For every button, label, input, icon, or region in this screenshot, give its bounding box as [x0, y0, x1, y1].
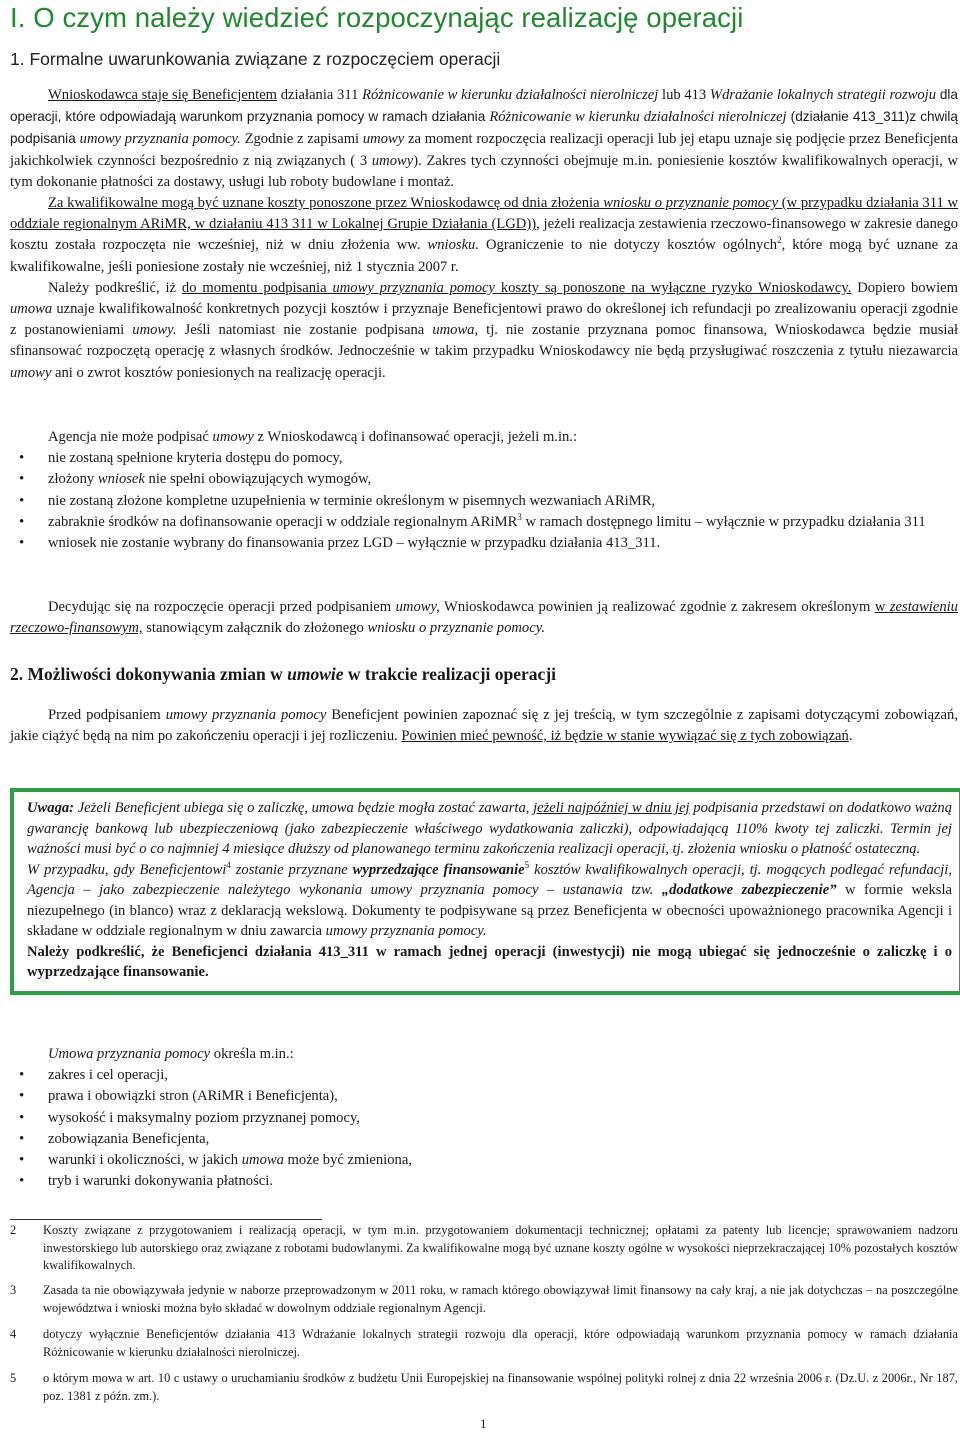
text-run: umowy przyznania pomocy [332, 279, 495, 296]
text-run: . [848, 728, 853, 745]
list-item [10, 448, 958, 469]
text-run: stanowiącym załącznik do złożonego [142, 620, 368, 637]
text-run: ani o zwrot kosztów poniesionych na realizację operacji. [51, 364, 386, 381]
footnote-number: 3 [10, 1283, 17, 1297]
list-item [10, 1108, 958, 1129]
warning-podkreslenie [27, 942, 952, 983]
text-run: w [874, 599, 890, 615]
text-run: Zgodnie z zapisami [240, 131, 363, 148]
text-run: złożony [48, 471, 98, 488]
text-run: , tj. nie zostanie przyznana pomoc finansowa, Wnioskodawca będzie musiał sfinansować rozpoczętą operację z własnych środków. Jednocześnie w takim przypadku Wnioskodawcy nie będą przysługiwać roszczenia z tytułu niezawarcia [10, 322, 958, 360]
section-2-heading [10, 664, 556, 685]
text-run: zobowiązania Beneficjenta, [48, 1130, 210, 1147]
list-item [10, 1086, 958, 1107]
text-run: Uwaga: [27, 800, 75, 816]
text-run: określa m.in.: [210, 1046, 294, 1062]
warning-zaliczka [27, 798, 952, 860]
paragraph-przed-podpisaniem [10, 705, 958, 747]
list-item [10, 512, 958, 533]
paragraph-decydujac [10, 597, 958, 639]
text-run: podpisania przedstawi on dodatkowo ważną gwarancję bankową lub ubezpieczeniową (jako zabezpieczenie właściwego wydatkowania zaliczki), odpowiadającą 110% kwoty tej zaliczki. Termin jej ważności musi być o co najmniej 4 miesiące dłuższy od planowanego terminu zakończenia realizacji operacji, tj. złożenia wniosku o płatność ostateczną. [27, 800, 953, 857]
footnote-number: 5 [10, 1371, 17, 1385]
text-run: Powinien mieć pewność, iż będzie w stanie wywiązać się z tych zobowiązań [401, 728, 849, 745]
text-run: umowy [362, 131, 405, 148]
text-run: Wnioskodawca powinien ją realizować zgodnie z zakresem określonym [439, 599, 875, 615]
text-run: umowy [212, 429, 254, 445]
footnote-number: 2 [10, 1223, 17, 1237]
text-run: umowy przyznania pomocy. [325, 923, 487, 939]
text-run: Wdrażanie lokalnych strategii rozwoju [709, 87, 937, 103]
text-run: zakres i cel operacji, [48, 1067, 168, 1084]
text-run: wniosku. [427, 237, 479, 254]
text-run: wysokość i maksymalny poziom przyznanej pomocy, [48, 1109, 360, 1126]
text-run: w trakcie realizacji operacji [343, 664, 557, 684]
footnote-text: o którym mowa w art. 10 c ustawy o uruchamianiu środków z budżetu Unii Europejskiej na finansowanie wspólnej polityki rolnej z dnia 22 września 2006 r. (Dz.U. z 2006r., Nr 187, poz. 1381 z późn. zm.). [43, 1371, 958, 1403]
text-run: prawa i obowiązki stron (ARiMR i Beneficjenta), [48, 1088, 338, 1105]
text-run: warunki i okoliczności, w jakich [48, 1152, 242, 1169]
text-run: uznaje kwalifikowalność konkretnych pozycji kosztów i przyznaje Beneficjentowi prawo do określonej ich refundacji po zrealizowaniu operacji zgodnie z postanowieniami [10, 301, 958, 339]
text-run: (działanie 413_311)z chwilą podpisania [10, 109, 958, 147]
page-number: 1 [480, 1416, 487, 1431]
text-run: Beneficjent powinien zapoznać się z jej treścią, w tym szczególnie z zapisami dotyczącymi zobowiązań, jakie ciążyć będą na nim po zakończeniu operacji i jej rozliczeniu. [10, 707, 958, 745]
paragraph-ryzyko [10, 278, 958, 384]
paragraph-koszty-kwalifikowalne [10, 193, 958, 278]
text-run: Decydując się na rozpoczęcie operacji przed podpisaniem [48, 599, 396, 615]
text-run: wniosek [97, 471, 145, 488]
text-run: kosztów kwalifikowalnych operacji, tj. mogących podlegać refundacji, Agencja – jako zabezpieczenie należytego wykonania umowy przyznania pomocy – ustanawia tzw. [27, 861, 952, 898]
footnote-divider [10, 1219, 322, 1220]
text-run: umowie [287, 664, 344, 684]
text-run: Należy podkreślić, iż [48, 279, 182, 296]
text-run: (w przypadku działania 311 w oddziale regionalnym ARiMR, w działaniu 413 311 w Lokalnej Grupie Działania (LGD)) [10, 195, 959, 233]
list-item [10, 1065, 958, 1086]
conditions-list [10, 448, 958, 554]
agencja-block [10, 427, 958, 554]
text-run: „dodatkowe zabezpieczenie” [661, 882, 837, 898]
text-run: Jeżeli Beneficjent ubiega się o zaliczkę, umowa będzie mogła zostać zawarta, [74, 800, 534, 816]
text-run: umowy [10, 364, 52, 381]
list-item [10, 1129, 958, 1150]
text-run: umowy [371, 152, 414, 169]
text-run: koszty są ponoszone na wyłączne ryzyko Wnioskodawcy. [495, 279, 852, 296]
text-run: umowy, [395, 599, 440, 615]
list-item [10, 491, 958, 512]
footnote-text: dotyczy wyłącznie Beneficjentów działania 413 Wdrażanie lokalnych strategii rozwoju dla operacji, które odpowiadają warunkom przyznania pomocy w ramach działaniа Różnicowanie w kierunku działalności nierolniczej. [43, 1327, 958, 1359]
warning-box [10, 788, 960, 995]
text-run: , jeżeli realizacja zestawienia rzeczowo-finansowego w zakresie danego kosztu została rozpoczęta nie wcześniej, niż w dniu złożenia ww. [10, 216, 958, 254]
text-run: wniosku o przyznanie pomocy [603, 195, 779, 212]
list-item [10, 469, 958, 490]
text-run: lub 413 [658, 87, 710, 103]
text-run: 2 [777, 235, 782, 246]
page-title: I. O czym należy wiedzieć rozpoczynając realizację operacji [10, 2, 744, 33]
text-run: Agencja nie może podpisać [48, 429, 213, 445]
footnote-text: Zasada ta nie obowiązywała jedynie w naborze przeprowadzonym w 2011 roku, w ramach którego obowiązywał limit finansowy na cały kraj, a nie jak dotychczas – na poszczególne województwa i wnioski można było składać w dowolnym oddziale regionalnym Agencji. [43, 1283, 958, 1315]
text-run: Różnicowanie w kierunku działalności nierolniczej [362, 87, 659, 103]
paragraph-umowa-okresla [10, 1044, 958, 1065]
text-run: umowy przyznania pomocy [165, 707, 327, 723]
umowa-list [10, 1065, 958, 1192]
text-run: wyprzedzające finansowanie [352, 861, 525, 878]
text-run: ). Zakres tych czynności obejmuje m.in. poniesienie kosztów kwalifikowalnych operacji, w tym dokonanie płatności za dostawy, usługi lub roboty budowlane i montaż. [10, 152, 959, 190]
text-run: zestawieniu rzeczowo-finansowym, [10, 599, 958, 637]
text-run: nie zostaną złożone kompletne uzupełnienia w terminie określonym w pisemnych wezwaniach ARiMR, [48, 492, 656, 509]
list-item [10, 1150, 958, 1171]
footnote-text: Koszty związane z przygotowaniem i realizacją operacji, w tym m.in. przygotowaniem dokumentacji technicznej; opłatami za patenty lub licencje; sprawowaniem nadzoru inwestorskiego lub autorskiego oraz związane z robotami budowlanymi. Za kwalifikowalne mogą być uznane koszty ogólne w wysokości nieprzekraczającej 10% pozostałych kosztów kwalifikowalnych. [43, 1223, 958, 1273]
text-run: Za kwalifikowalne mogą być uznane koszty ponoszone przez Wnioskodawcę od dnia złożenia [48, 195, 604, 212]
umowa-block [10, 1044, 958, 1192]
text-run: 5 [524, 859, 530, 870]
text-run: zostanie przyznane [230, 861, 353, 878]
text-run: z Wnioskodawcą i dofinansować operacji, jeżeli m.in.: [253, 429, 578, 445]
text-run: dla operacji, które odpowiadają warunkom przyznania pomocy w ramach działania [10, 87, 958, 125]
text-run: Ograniczenie to nie dotyczy kosztów ogólnych [479, 237, 778, 254]
paragraph-agencja [10, 427, 958, 448]
text-run: umowa [432, 322, 475, 339]
text-run: umowa [241, 1152, 284, 1169]
text-run: Umowa przyznania pomocy [48, 1046, 211, 1062]
text-run: w ramach dostępnego limitu – wyłącznie w przypadku działania 311 [521, 513, 926, 530]
section-2-body [10, 705, 958, 747]
footnote-2 [10, 1222, 958, 1275]
text-run: 3 [517, 511, 522, 522]
text-run: wniosek nie zostanie wybrany do finansowania przez LGD – wyłącznie w przypadku działania 413_311. [48, 535, 661, 552]
text-run: jeżeli najpóźniej w dniu jej [533, 800, 690, 816]
text-run: Dopiero bowiem [851, 279, 958, 296]
list-item [10, 1171, 958, 1192]
text-run: nie spełni obowiązujących wymogów, [144, 471, 372, 488]
text-run: tryb i warunki dokonywania płatności. [48, 1173, 273, 1190]
text-run: 4 [226, 859, 231, 870]
text-run: Różnicowanie w kierunku działalności nierolniczej [489, 109, 787, 126]
text-run: zabraknie środków na dofinansowanie operacji w oddziale regionalnym ARiMR [48, 513, 518, 530]
text-run: może być zmieniona, [283, 1152, 412, 1169]
footnote-number: 4 [10, 1327, 17, 1341]
list-item [10, 533, 958, 554]
footnote-3 [10, 1282, 958, 1317]
paragraph-beneficjent [10, 84, 958, 193]
text-run: wniosku o przyznanie pomocy. [367, 620, 546, 637]
text-run: Jeśli natomiast nie zostanie podpisana [176, 322, 433, 339]
text-run: Należy podkreślić, że Beneficjenci działania 413_311 w ramach jednej operacji (inwestycji) nie mogą ubiegać się jednocześnie o zaliczkę i o wyprzedzające finansowanie. [27, 943, 952, 980]
text-run: za moment rozpoczęcia realizacji operacji lub jej etapu uznaje się podjęcie przez Beneficjenta jakichkolwiek czynności bezpośrednio z nią związanych ( 3 [10, 131, 958, 169]
warning-wyprzedzajace [27, 860, 952, 942]
text-run: do momentu podpisania [181, 279, 333, 296]
text-run: umowy. [132, 322, 177, 339]
text-run: , które mogą być uznane za kwalifikowalne, jeśli poniesione zostały nie wcześniej, niż 1 stycznia 2007 r. [10, 237, 959, 275]
text-run: umowa [10, 301, 53, 318]
section-1-body [10, 84, 958, 384]
text-run: W przypadku, gdy Beneficjentowi [27, 861, 227, 878]
text-run: umowy przyznania pomocy. [79, 131, 241, 148]
text-run: nie zostaną spełnione kryteria dostępu do pomocy, [48, 450, 343, 467]
text-run: działania 311 [277, 87, 363, 103]
section-1-heading: 1. Formalne uwarunkowania związane z rozpoczęciem operacji [10, 49, 501, 69]
decydujac-block [10, 597, 958, 639]
text-run: Wnioskodawca staje się Beneficjentem [48, 87, 278, 103]
text-run: Przed podpisaniem [48, 707, 166, 723]
text-run: w formie weksla niezupełnego (in blanco) wraz z deklaracją wekslową. Dokumenty te podpisywane są przez Beneficjenta w obecności upoważnionego pracownika Agencji i składane w oddziale regionalnym w dniu zawarcia [27, 882, 952, 939]
footnote-5 [10, 1370, 958, 1405]
text-run: 2. Możliwości dokonywania zmian w [10, 664, 288, 684]
footnote-4 [10, 1326, 958, 1361]
